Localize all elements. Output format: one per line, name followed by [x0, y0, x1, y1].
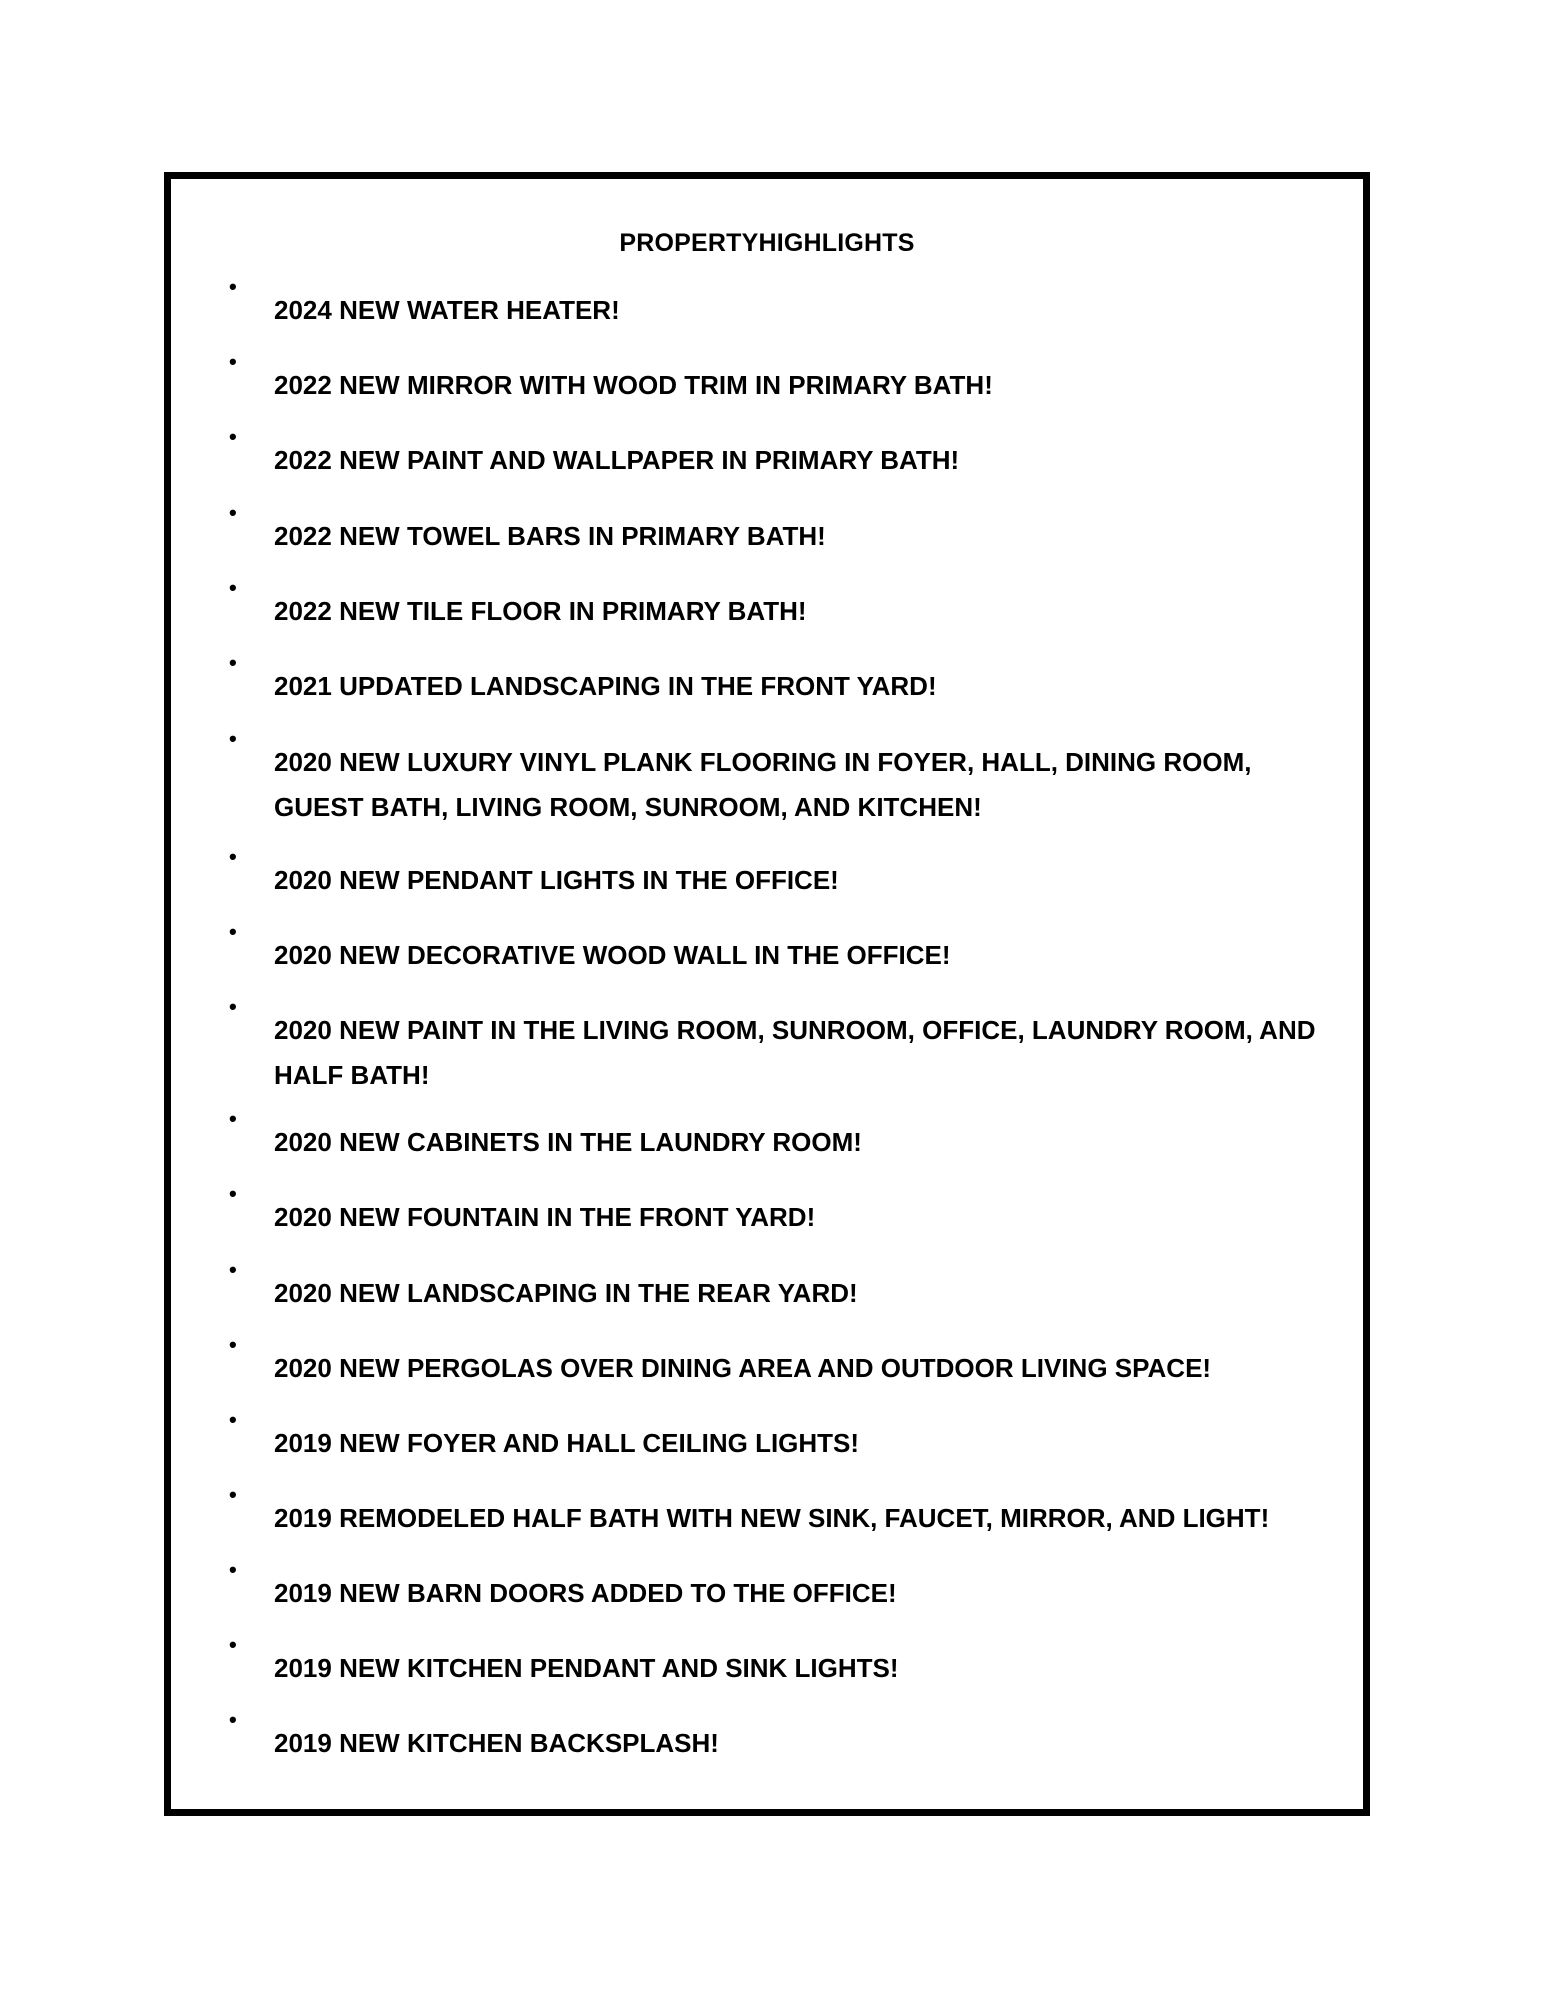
bullet-icon: •: [229, 726, 237, 751]
bullet-icon: •: [229, 994, 237, 1019]
highlight-text: 2022 NEW TILE FLOOR IN PRIMARY BATH!: [274, 596, 807, 626]
highlight-text: 2022 NEW PAINT AND WALLPAPER IN PRIMARY BATH!: [274, 445, 960, 475]
highlights-list: [171, 179, 1363, 1809]
highlight-text: 2019 NEW BARN DOORS ADDED TO THE OFFICE!: [274, 1578, 897, 1608]
highlight-text: 2019 REMODELED HALF BATH WITH NEW SINK, FAUCET, MIRROR, AND LIGHT!: [274, 1503, 1270, 1533]
bullet-icon: •: [229, 575, 237, 600]
bullet-icon: •: [229, 919, 237, 944]
bullet-icon: •: [229, 1707, 237, 1732]
bullet-icon: •: [229, 1557, 237, 1582]
highlight-text: 2022 NEW TOWEL BARS IN PRIMARY BATH!: [274, 521, 826, 551]
highlight-text: 2020 NEW LANDSCAPING IN THE REAR YARD!: [274, 1278, 858, 1308]
bullet-icon: •: [229, 1257, 237, 1282]
highlight-text: 2020 NEW LUXURY VINYL PLANK FLOORING IN FOYER, HALL, DINING ROOM, GUEST BATH, LIVING ROOM, SUNROOM, AND KITCHEN!: [274, 747, 1252, 822]
bullet-icon: •: [229, 1332, 237, 1357]
highlight-text: 2024 NEW WATER HEATER!: [274, 295, 620, 325]
highlight-text: 2019 NEW KITCHEN PENDANT AND SINK LIGHTS!: [274, 1653, 899, 1683]
bullet-icon: •: [229, 650, 237, 675]
bullet-icon: •: [229, 274, 237, 299]
page-title: PROPERTYHIGHLIGHTS: [619, 229, 915, 257]
bullet-icon: •: [229, 1482, 237, 1507]
highlight-text: 2021 UPDATED LANDSCAPING IN THE FRONT YARD!: [274, 671, 937, 701]
bullet-icon: •: [229, 1407, 237, 1432]
bullet-icon: •: [229, 424, 237, 449]
highlight-text: 2020 NEW FOUNTAIN IN THE FRONT YARD!: [274, 1202, 816, 1232]
bullet-icon: •: [229, 844, 237, 869]
highlight-text: 2020 NEW PAINT IN THE LIVING ROOM, SUNROOM, OFFICE, LAUNDRY ROOM, AND HALF BATH!: [274, 1015, 1316, 1090]
highlight-text: 2020 NEW PERGOLAS OVER DINING AREA AND OUTDOOR LIVING SPACE!: [274, 1353, 1212, 1383]
bullet-icon: •: [229, 500, 237, 525]
bullet-icon: •: [229, 1106, 237, 1131]
highlight-text: 2020 NEW DECORATIVE WOOD WALL IN THE OFFICE!: [274, 940, 951, 970]
highlight-text: 2019 NEW KITCHEN BACKSPLASH!: [274, 1728, 719, 1758]
highlight-text: 2019 NEW FOYER AND HALL CEILING LIGHTS!: [274, 1428, 860, 1458]
bullet-icon: •: [229, 349, 237, 374]
highlight-text: 2020 NEW PENDANT LIGHTS IN THE OFFICE!: [274, 865, 839, 895]
highlight-text: 2020 NEW CABINETS IN THE LAUNDRY ROOM!: [274, 1127, 862, 1157]
highlight-text: 2022 NEW MIRROR WITH WOOD TRIM IN PRIMARY BATH!: [274, 370, 993, 400]
highlights-box: [164, 172, 1370, 1816]
bullet-icon: •: [229, 1632, 237, 1657]
bullet-icon: •: [229, 1181, 237, 1206]
